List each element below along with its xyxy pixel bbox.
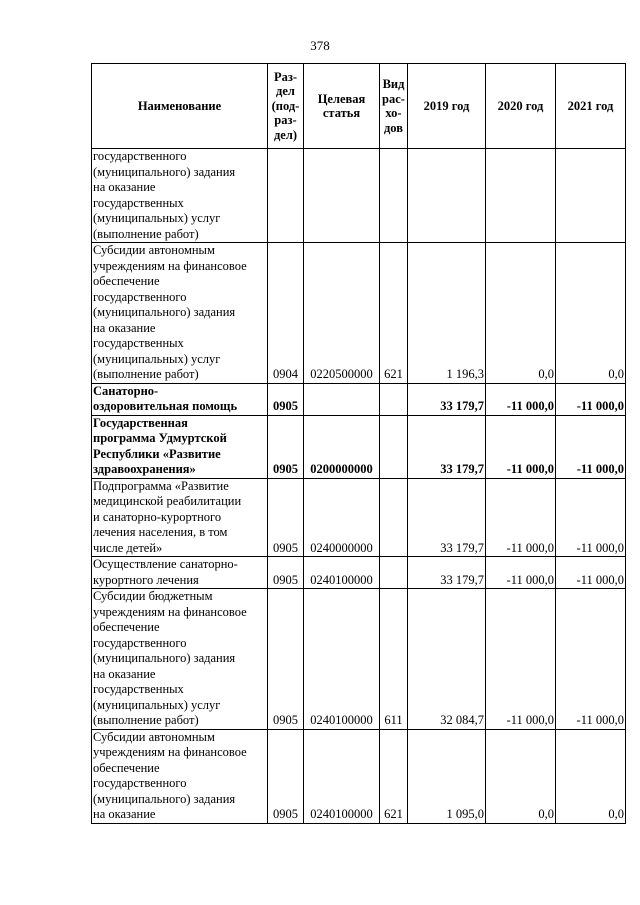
row-expense xyxy=(380,383,408,415)
header-section-line: (под- xyxy=(271,98,300,113)
row-target: 0240000000 xyxy=(304,478,380,557)
row-name xyxy=(92,243,268,384)
row-name-line: числе детей» xyxy=(93,540,163,555)
row-target xyxy=(304,383,380,415)
row-name-line: (муниципальных) услуг xyxy=(93,697,221,712)
header-2021: 2021 год xyxy=(556,64,626,149)
row-y2019 xyxy=(408,149,486,243)
header-target xyxy=(304,64,380,149)
row-name-line: Осуществление санаторно- xyxy=(93,557,238,571)
row-name-line: учреждениям на финансовое xyxy=(93,258,247,273)
table-row xyxy=(92,729,626,823)
row-name xyxy=(92,557,268,589)
row-y2021: -11 000,0 xyxy=(556,383,626,415)
row-name-line: и санаторно-курортного xyxy=(93,509,222,524)
row-target: 0240100000 xyxy=(304,729,380,823)
row-section: 0905 xyxy=(268,589,304,730)
row-target xyxy=(304,149,380,243)
row-name-line: Государственная xyxy=(93,415,188,430)
header-expense-line: Вид xyxy=(382,77,405,91)
row-name-line: государственного xyxy=(93,289,187,304)
header-expense xyxy=(380,64,408,149)
row-name-line: государственного xyxy=(93,776,187,790)
row-name-line: учреждениям на финансовое xyxy=(93,745,247,759)
row-name-line: (выполнение работ) xyxy=(93,367,199,381)
row-name-line: на оказание xyxy=(93,180,156,194)
row-y2019: 33 179,7 xyxy=(408,415,486,478)
row-y2020: -11 000,0 xyxy=(486,557,556,589)
row-section: 0905 xyxy=(268,729,304,823)
row-y2020 xyxy=(486,149,556,243)
row-section: 0905 xyxy=(268,415,304,478)
header-section-line: Раз- xyxy=(273,69,298,84)
row-name xyxy=(92,383,268,415)
row-y2019: 1 196,3 xyxy=(408,243,486,384)
row-name-line: медицинской реабилитации xyxy=(93,494,242,508)
row-section: 0905 xyxy=(268,478,304,557)
budget-table xyxy=(91,63,626,824)
row-name-line: обеспечение xyxy=(93,760,160,775)
table-row xyxy=(92,415,626,478)
header-section-line: раз- xyxy=(274,113,297,128)
row-name xyxy=(92,729,268,823)
row-expense xyxy=(380,557,408,589)
row-section xyxy=(268,149,304,243)
row-section: 0905 xyxy=(268,383,304,415)
row-name-line: курортного лечения xyxy=(93,572,199,587)
row-name-line: на оказание xyxy=(93,807,156,821)
row-name-line: государственного xyxy=(93,635,187,650)
row-name-line: оздоровительная помощь xyxy=(93,399,238,413)
row-y2019: 33 179,7 xyxy=(408,383,486,415)
page-number: 378 xyxy=(310,38,330,53)
header-target-line: Целевая xyxy=(317,91,366,106)
row-y2020: 0,0 xyxy=(486,243,556,384)
row-expense: 611 xyxy=(380,589,408,730)
row-expense: 621 xyxy=(380,729,408,823)
row-name-line: (муниципального) задания xyxy=(93,305,236,319)
header-section-line: дел) xyxy=(273,127,298,142)
table-row xyxy=(92,243,626,384)
table-row xyxy=(92,149,626,243)
row-target: 0220500000 xyxy=(304,243,380,384)
row-name-line: Санаторно- xyxy=(93,383,159,398)
row-target: 0240100000 xyxy=(304,557,380,589)
row-name xyxy=(92,149,268,243)
row-y2020: -11 000,0 xyxy=(486,415,556,478)
row-name-line: (муниципального) задания xyxy=(93,164,236,179)
row-y2021: -11 000,0 xyxy=(556,557,626,589)
table-row xyxy=(92,589,626,730)
row-section: 0904 xyxy=(268,243,304,384)
row-y2020: 0,0 xyxy=(486,729,556,823)
row-name-line: Подпрограмма «Развитие xyxy=(93,478,229,493)
row-name xyxy=(92,415,268,478)
row-y2021: -11 000,0 xyxy=(556,478,626,557)
row-y2021: 0,0 xyxy=(556,243,626,384)
row-name-line: Республики «Развитие xyxy=(93,446,221,461)
header-2019: 2019 год xyxy=(408,64,486,149)
row-name-line: (муниципальных) услуг xyxy=(93,211,221,225)
row-y2020: -11 000,0 xyxy=(486,383,556,415)
row-name-line: государственного xyxy=(93,149,187,163)
row-name-line: (выполнение работ) xyxy=(93,713,199,727)
header-expense-line: дов xyxy=(383,120,403,135)
row-target: 0240100000 xyxy=(304,589,380,730)
row-y2021: -11 000,0 xyxy=(556,415,626,478)
row-name-line: обеспечение xyxy=(93,274,160,288)
row-y2021 xyxy=(556,149,626,243)
row-y2019: 33 179,7 xyxy=(408,478,486,557)
row-expense xyxy=(380,478,408,557)
row-name-line: (муниципального) задания xyxy=(93,791,236,806)
header-2020: 2020 год xyxy=(486,64,556,149)
row-name-line: государственных xyxy=(93,195,184,210)
header-expense-line: хо- xyxy=(385,106,402,120)
row-name-line: (муниципального) задания xyxy=(93,651,236,665)
table-body xyxy=(92,149,626,824)
row-name-line: Субсидии бюджетным xyxy=(93,589,213,603)
row-expense xyxy=(380,149,408,243)
row-name-line: Субсидии автономным xyxy=(93,243,215,257)
row-name-line: обеспечение xyxy=(93,620,160,634)
row-y2019: 1 095,0 xyxy=(408,729,486,823)
row-y2021: -11 000,0 xyxy=(556,589,626,730)
row-name-line: на оказание xyxy=(93,666,156,681)
row-y2020: -11 000,0 xyxy=(486,478,556,557)
row-name-line: (выполнение работ) xyxy=(93,226,199,241)
row-name-line: (муниципальных) услуг xyxy=(93,351,221,366)
header-name: Наименование xyxy=(92,64,268,149)
row-name xyxy=(92,478,268,557)
row-y2021: 0,0 xyxy=(556,729,626,823)
header-expense-line: рас- xyxy=(382,91,405,106)
row-y2019: 33 179,7 xyxy=(408,557,486,589)
row-target: 0200000000 xyxy=(304,415,380,478)
row-name-line: программа Удмуртской xyxy=(93,431,227,445)
row-name-line: лечения населения, в том xyxy=(93,525,228,539)
row-name-line: здравоохранения» xyxy=(93,462,196,476)
table-row xyxy=(92,557,626,589)
row-name-line: на оказание xyxy=(93,320,156,335)
header-section-line: дел xyxy=(276,84,295,99)
header-row xyxy=(92,64,626,149)
row-name-line: учреждениям на финансовое xyxy=(93,604,247,619)
row-expense xyxy=(380,415,408,478)
table-row xyxy=(92,478,626,557)
table-row xyxy=(92,383,626,415)
row-name-line: государственных xyxy=(93,682,184,696)
row-section: 0905 xyxy=(268,557,304,589)
header-section xyxy=(268,64,304,149)
row-y2019: 32 084,7 xyxy=(408,589,486,730)
row-name-line: Субсидии автономным xyxy=(93,729,215,744)
row-y2020: -11 000,0 xyxy=(486,589,556,730)
row-expense: 621 xyxy=(380,243,408,384)
row-name xyxy=(92,589,268,730)
header-target-line: статья xyxy=(322,106,361,120)
row-name-line: государственных xyxy=(93,336,184,350)
